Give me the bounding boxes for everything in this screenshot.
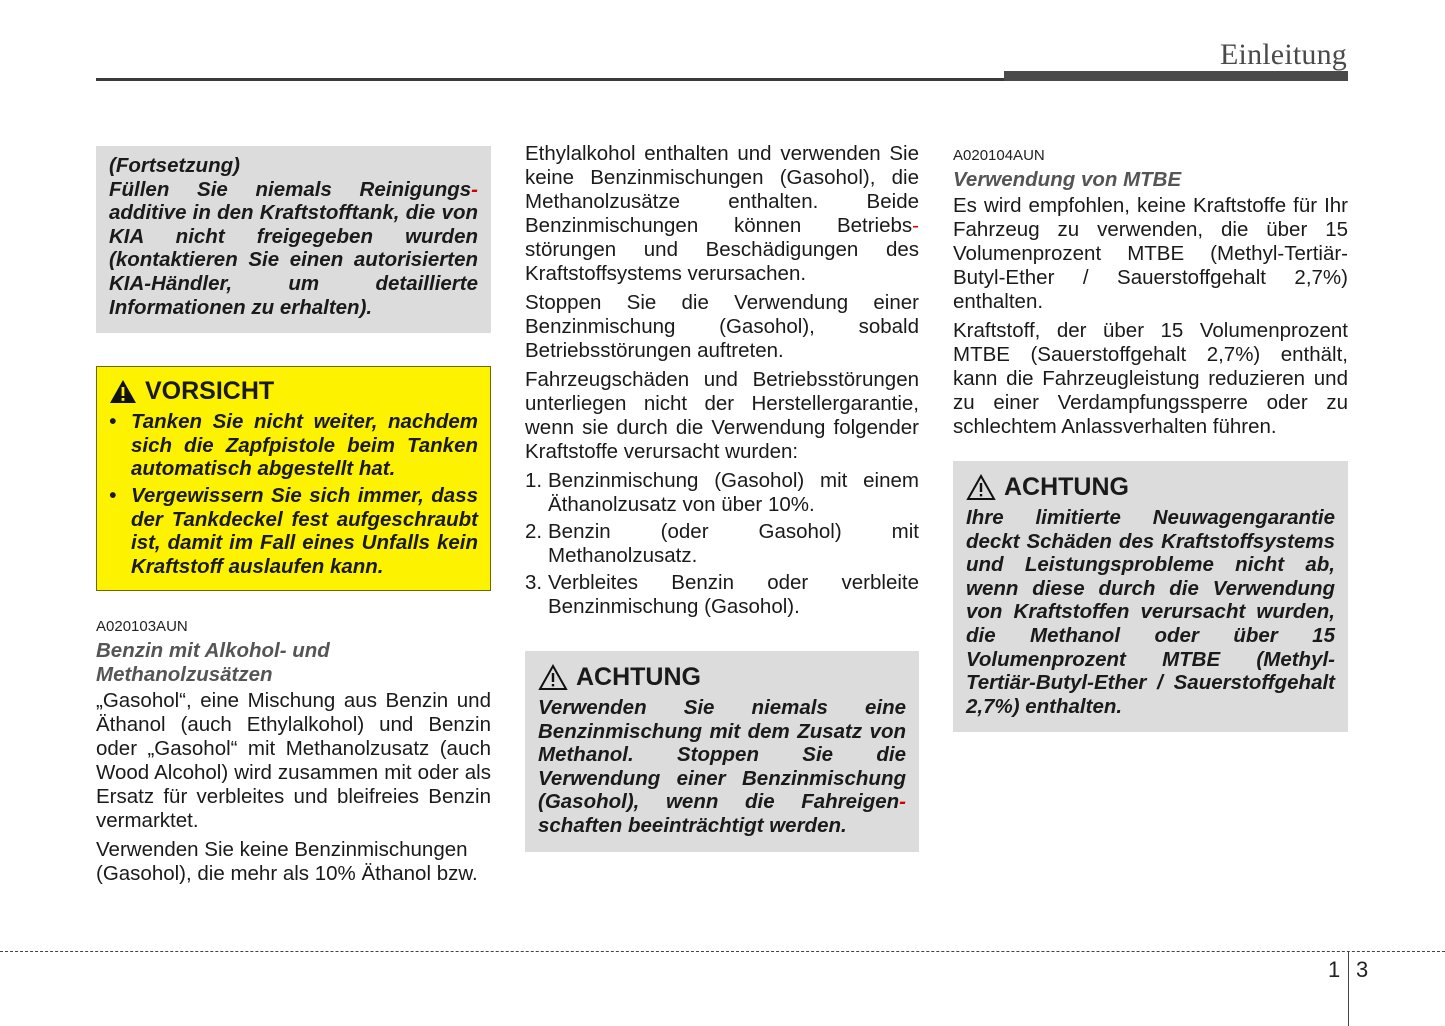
continuation-heading: (Fortsetzung) (109, 154, 240, 177)
section-heading: Benzin mit Alkohol- und Methanolzusätzen (96, 639, 330, 687)
chapter-number: 1 (1328, 957, 1341, 982)
column-left (96, 140, 491, 891)
notice-title: ACHTUNG (966, 473, 1335, 502)
notice-box (953, 461, 1348, 732)
body-paragraph: Kraftstoff, der über 15 Volumenprozent MTBE (Sauerstoffgehalt 2,7%) enthält, kann die Fahrzeugleistung reduzieren und zu einer Verdampfungssperre oder zu schlechtem Anlassverhalten führen. (953, 319, 1348, 438)
page-title: Einleitung (1220, 38, 1347, 71)
header-accent-bar (1004, 71, 1348, 81)
warning-triangle-outline-icon (966, 474, 996, 501)
warning-triangle-icon (109, 379, 137, 404)
footer-dashed-rule (0, 951, 1445, 952)
notice-text: Verwenden Sie niemals eine Benzinmischung mit dem Zusatz von Methanol. Stoppen Sie die Verwendung einer Benzinmischung (Gasohol), wenn die Fahreigen- schaften beeinträchtigt werden. (538, 696, 906, 837)
section-alcohol (96, 618, 491, 886)
body-paragraph: „Gasohol“, eine Mischung aus Benzin und Äthanol (auch Ethylalkohol) und Benzin oder „Gasohol“ mit Methanolzusatz (auch Wood Alcohol) wird zusammen mit oder als Ersatz für verbleites und bleifreies Benzin vermarktet. (96, 689, 491, 833)
list-item: 3. Verbleites Benzin oder verbleite Benzinmischung (Gasohol). (525, 571, 919, 618)
notice-text: Ihre limitierte Neuwagengarantie deckt Schäden des Kraftstoffsystems und Leistungsprobleme nicht ab, wenn diese durch die Verwendung von Kraftstoffen verursacht wurden, die Methanol oder über 15 Volumenprozent MTBE (Methyl-Tertiär-Butyl-Ether / Sauerstoffgehalt 2,7%) enthalten. (966, 506, 1335, 718)
page-number-separator (1348, 951, 1349, 1026)
body-paragraph: Ethylalkohol enthalten und verwenden Sie keine Benzinmischungen (Gasohol), die Methanolzusätze enthalten. Beide Benzinmischungen können Betriebs- störungen und Beschädigungen des Kraftstoffsystems verursachen. (525, 142, 919, 285)
continuation-box (96, 146, 491, 333)
page-number: 3 (1356, 957, 1369, 982)
body-paragraph: Verwenden Sie keine Benzinmischungen (Gasohol), die mehr als 10% Äthanol bzw. (96, 838, 478, 886)
section-code: A020103AUN (96, 618, 188, 636)
column-middle (525, 142, 919, 852)
caution-box (96, 366, 491, 591)
continuation-text: Füllen Sie niemals Reinigungs- additive in den Kraftstofftank, die von KIA nicht freigegeben wurden (kontaktieren Sie einen autorisierten KIA-Händler, um detaillierte Informationen zu erhalten). (109, 177, 478, 319)
list-item: 1. Benzinmischung (Gasohol) mit einem Äthanolzusatz von über 10%. (525, 469, 919, 516)
notice-box (525, 651, 919, 852)
caution-title: VORSICHT (109, 377, 478, 406)
notice-title: ACHTUNG (538, 663, 906, 692)
section-heading: Verwendung von MTBE (953, 168, 1182, 191)
column-right (953, 147, 1348, 732)
body-paragraph: Es wird empfohlen, keine Kraftstoffe für Ihr Fahrzeug zu verwenden, die über 15 Volumenprozent MTBE (Methyl-Tertiär-Butyl-Ether / Sauerstoffgehalt 2,7%) enthalten. (953, 194, 1348, 313)
list-item: 2. Benzin (oder Gasohol) mit Methanolzusatz. (525, 520, 919, 567)
section-code: A020104AUN (953, 147, 1045, 164)
fuel-list (525, 469, 919, 619)
caution-bullet: • Tanken Sie nicht weiter, nachdem sich die Zapfpistole beim Tanken automatisch abgestellt hat. (109, 410, 478, 481)
body-paragraph: Stoppen Sie die Verwendung einer Benzinmischung (Gasohol), sobald Betriebsstörungen auftreten. (525, 291, 919, 362)
warning-triangle-outline-icon (538, 664, 568, 691)
caution-bullet: • Vergewissern Sie sich immer, dass der Tankdeckel fest aufgeschraubt ist, damit im Fall eines Unfalls kein Kraftstoff auslaufen kann. (109, 483, 478, 578)
body-paragraph: Fahrzeugschäden und Betriebsstörungen unterliegen nicht der Herstellergarantie, wenn sie durch die Verwendung folgender Kraftstoffe verursacht wurden: (525, 368, 919, 463)
